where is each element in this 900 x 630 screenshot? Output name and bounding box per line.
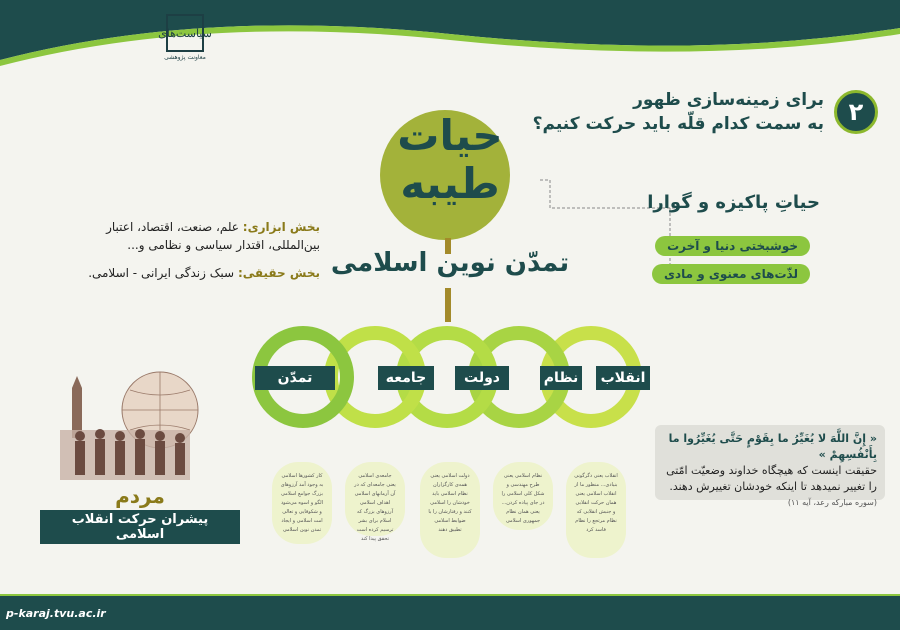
abzari-label: بخش ابزاری:: [242, 220, 320, 234]
card-jameh: جامعه‌ی اسلامی یعنی جامعه‌ای که در آن آرمانهای اسلامی اهداف اسلامی آرزوهای بزرگ که اسلام برای بشر ترسیم کرده است تحقق پیدا کند: [345, 462, 405, 536]
question-line-2: به سمت کدام قلّه باید حرکت کنیم؟: [532, 114, 824, 134]
question-number-badge: ۲: [834, 90, 878, 134]
left-description: [60, 218, 320, 282]
logo-text: سیاست‌های: [158, 26, 212, 40]
tayebe-word: طیبه: [400, 159, 500, 208]
haghighi-section: [60, 264, 320, 282]
question-title: [504, 88, 824, 136]
chain-label-jameh: جامعه: [378, 366, 434, 390]
logo-caption: معاونت پژوهشی: [164, 54, 206, 61]
logo: [160, 14, 210, 74]
connector-lines: [500, 150, 690, 280]
haghighi-text: سبک زندگی ایرانی - اسلامی.: [88, 266, 235, 280]
people-illustration: [50, 370, 210, 490]
quote-text: حقیقت اینست که هیچگاه خداوند وضعیّت امّتی را تغییر نمیدهد تا اینکه خودشان تغییرش دهند.: [666, 464, 877, 493]
chain-label-nezam: نظام: [540, 366, 582, 390]
right-item-2: لذّت‌های معنوی و مادی: [652, 264, 810, 284]
hayat-word: حیات: [397, 111, 503, 160]
quran-quote-box: [655, 425, 885, 507]
people-subtitle: پیشران حرکت انقلاب اسلامی: [40, 510, 240, 544]
card-tamadon: کار کشورها اسلامی به وجود آمد آرزوهای بزرگ جوامع اسلامی الگو و اسوه می‌شود و شکوفایی و تعالی امت اسلامی و ایجاد تمدن نوین اسلامی: [272, 462, 332, 544]
chain-label-dolat: دولت: [455, 366, 509, 390]
quote-reference: (سوره مبارکه رعد، آیه ۱۱): [787, 498, 877, 507]
chain-label-enghelab: انقلاب: [596, 366, 650, 390]
people-title: مردم: [115, 484, 165, 508]
abzari-text: علم، صنعت، اقتصاد، اعتبار بین‌المللی، اقتدار سیاسی و نظامی و...: [106, 220, 320, 252]
abzari-section: [60, 218, 320, 254]
chain-label-tamadon: تمدّن: [255, 366, 335, 390]
question-line-1: برای زمینه‌سازی ظهور: [633, 90, 824, 110]
top-decorative-band: [0, 0, 900, 70]
pakize-title: حیاتِ پاکیزه و گوارا: [647, 192, 820, 213]
right-item-1: خوشبختی دنیا و آخرت: [655, 236, 810, 256]
card-enghelab: انقلاب یعنی دگرگونی بنیادی... منظور ما از انقلاب اسلامی یعنی همان حرکت انقلابی و جنبش انقلابی که نظام مرتجع را نظام فاسد کرد: [566, 462, 626, 558]
bottom-decorative-band: [0, 594, 900, 630]
footer-url[interactable]: p-karaj.tvu.ac.ir: [6, 607, 106, 620]
tamadon-title: تمدّن نوین اسلامی: [330, 248, 570, 278]
card-nezam: نظام اسلامی یعنی طرح مهندسی و شکل کلی اسلامی را در جای پیاده کردن... یعنی همان نظام جمهوری اسلامی: [493, 462, 553, 530]
card-dolat: دولت اسلامی یعنی همه‌ی کارگزاران نظام اسلامی باید خودشان را اسلامی کنند و رفتارشان را با ضوابط اسلامی تطبیق دهند: [420, 462, 480, 558]
logo-emblem: [158, 14, 212, 52]
quote-arabic: « إِنَّ اللَّهَ لا يُغَيِّرُ ما بِقَوْمٍ حَتَّى يُغَيِّرُوا ما بِأَنْفُسِهِمْ »: [668, 432, 877, 461]
haghighi-label: بخش حقیقی:: [237, 266, 320, 280]
connector-line-bottom: [445, 288, 451, 322]
people-caption: [40, 484, 240, 544]
